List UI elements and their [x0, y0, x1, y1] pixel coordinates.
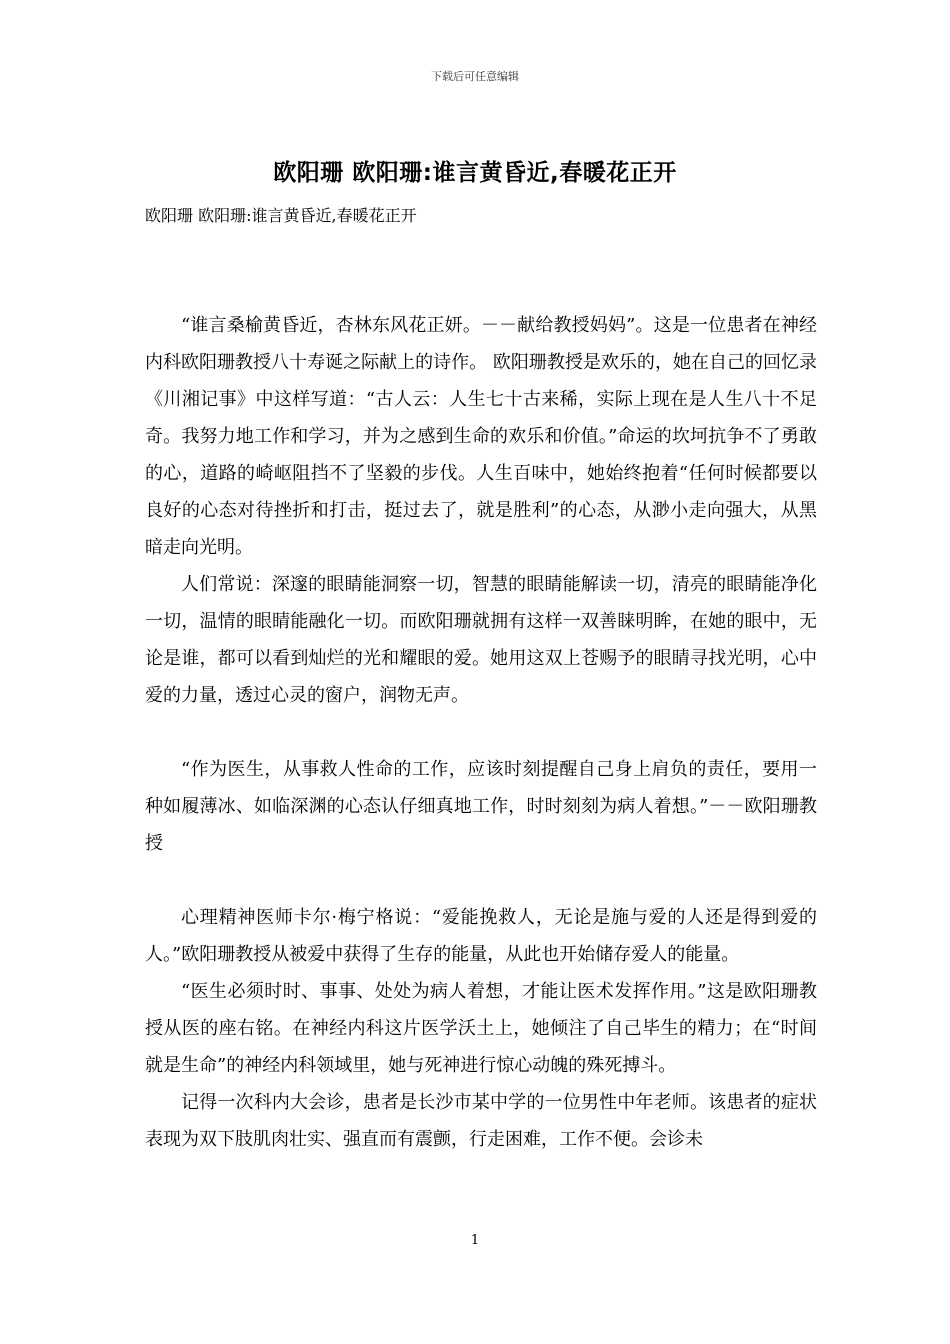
paragraph: 心理精神医师卡尔·梅宁格说：“爱能挽救人，无论是施与爱的人还是得到爱的人。”欧阳珊教授从被爱中获得了生存的能量，从此也开始储存爱人的能量。	[145, 907, 817, 965]
paragraph: “作为医生，从事救人性命的工作，应该时刻提醒自己身上肩负的责任，要用一种如履薄冰、如临深渊的心态认仔细真地工作，时时刻刻为病人着想。”－－欧阳珊教授	[145, 759, 817, 854]
paragraph-spacer	[145, 270, 817, 307]
article-body	[145, 270, 817, 1158]
page-subtitle: 欧阳珊 欧阳珊:谁言黄昏近,春暖花正开	[145, 206, 417, 225]
paragraph: “谁言桑榆黄昏近，杏林东风花正妍。－－献给教授妈妈”。这是一位患者在神经内科欧阳珊教授八十寿诞之际献上的诗作。 欧阳珊教授是欢乐的，她在自己的回忆录《川湘记事》中这样写道：“古人云：人生七十古来稀，实际上现在是人生八十不足奇。我努力地工作和学习，并为之感到生命的欢乐和价值。”命运的坎坷抗争不了勇敢的心，道路的崎岖阻挡不了坚毅的步伐。人生百味中，她始终抱着“任何时候都要以良好的心态对待挫折和打击，挺过去了，就是胜利”的心态，从渺小走向强大，从黑暗走向光明。	[145, 315, 817, 558]
paragraph: “医生必须时时、事事、处处为病人着想，才能让医术发挥作用。”这是欧阳珊教授从医的座右铭。在神经内科这片医学沃土上，她倾注了自己毕生的精力；在“时间就是生命”的神经内科领域里，她与死神进行惊心动魄的殊死搏斗。	[145, 981, 817, 1076]
paragraph: 人们常说：深邃的眼睛能洞察一切，智慧的眼睛能解读一切，清亮的眼睛能净化一切，温情的眼睛能融化一切。而欧阳珊就拥有这样一双善睐明眸，在她的眼中，无论是谁，都可以看到灿烂的光和耀眼的爱。她用这双上苍赐予的眼睛寻找光明，心中爱的力量，透过心灵的窗户，润物无声。	[145, 574, 817, 706]
page-title: 欧阳珊 欧阳珊:谁言黄昏近,春暖花正开	[273, 160, 677, 186]
paragraph-spacer	[145, 714, 817, 751]
paragraph-spacer	[145, 862, 817, 899]
header-note: 下载后可任意编辑	[431, 70, 519, 83]
page-number: 1	[470, 1233, 480, 1248]
paragraph: 记得一次科内大会诊，患者是长沙市某中学的一位男性中年老师。该患者的症状表现为双下肢肌肉壮实、强直而有震颤，行走困难，工作不便。会诊未	[145, 1092, 817, 1150]
